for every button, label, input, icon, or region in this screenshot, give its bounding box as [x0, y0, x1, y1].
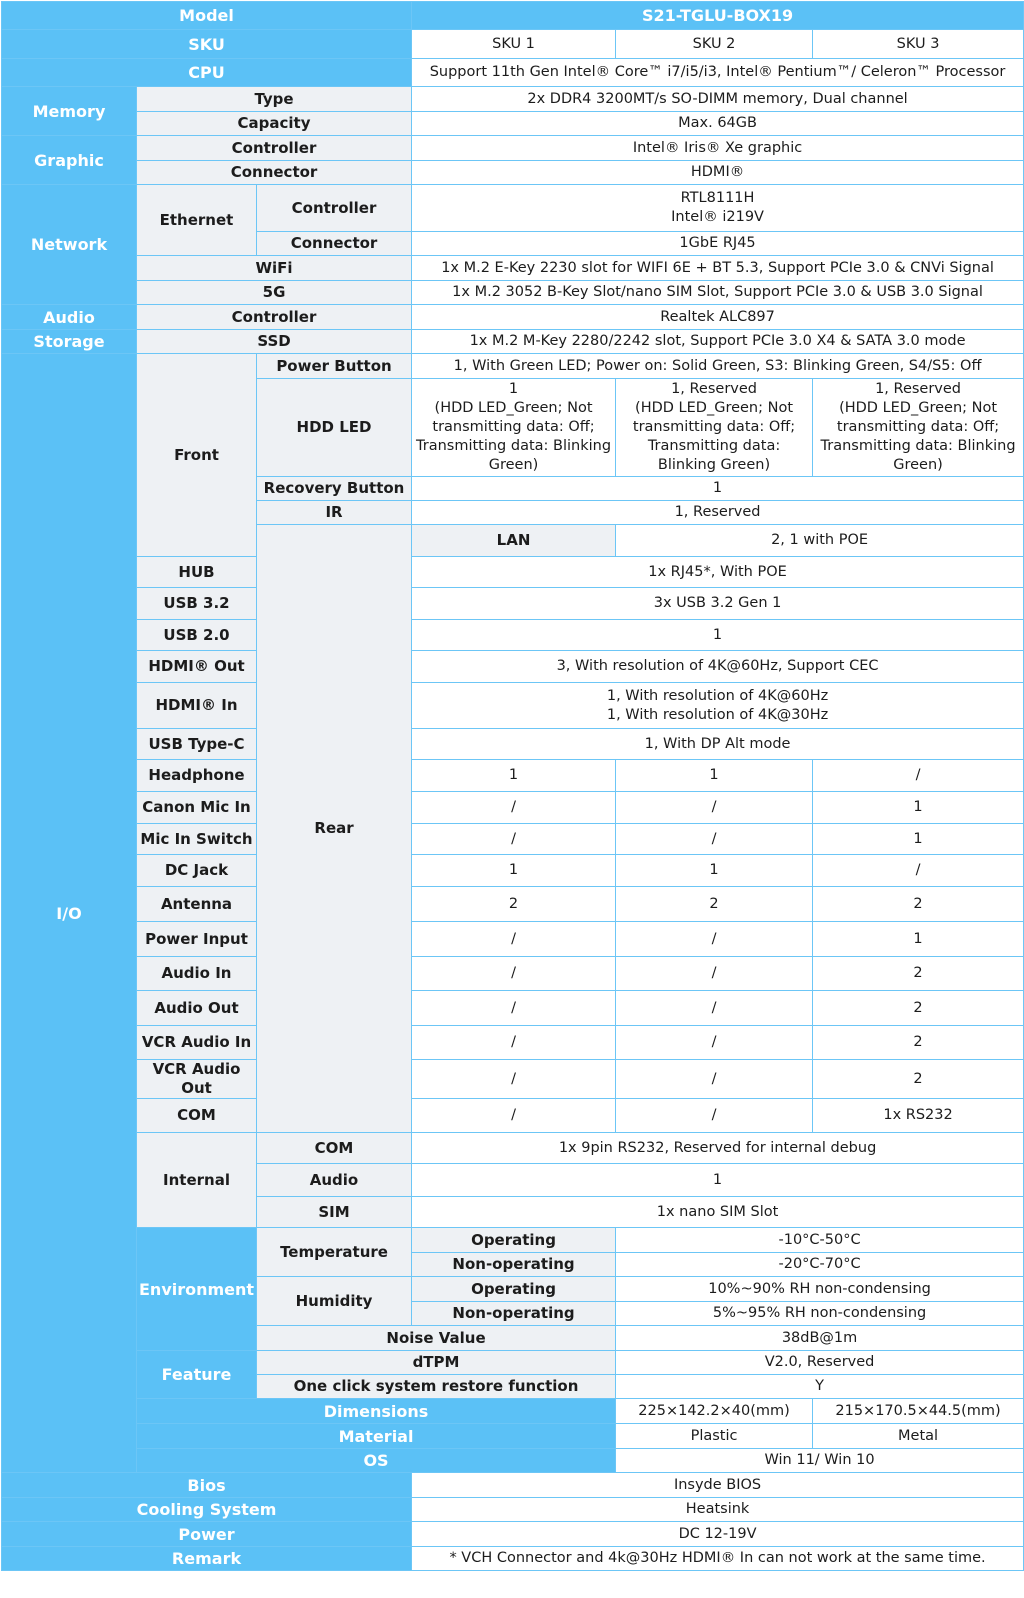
ethernet-connector-value: 1GbE RJ45: [412, 232, 1024, 256]
rear-dc-jack-sku-2: 1: [616, 855, 813, 887]
audio-label: Audio: [2, 305, 137, 330]
internal-com-label: COM: [257, 1133, 412, 1164]
rear-headphone-label: Headphone: [137, 760, 257, 792]
feature-label: Feature: [137, 1351, 257, 1399]
rear-antenna-sku-3: 2: [813, 887, 1024, 922]
power-label: Power: [2, 1522, 412, 1547]
rear-com-sku-1: /: [412, 1099, 616, 1133]
material-sku-2: Metal: [813, 1424, 1024, 1449]
rear-vcr-audio-out-label: VCR Audio Out: [137, 1060, 257, 1099]
rear-mic-in-switch-sku-3: 1: [813, 824, 1024, 855]
hum-non-operating-label: Non-operating: [412, 1302, 616, 1326]
rear-canon-mic-in-sku-2: /: [616, 792, 813, 824]
usb-type-c-label: USB Type-C: [137, 729, 257, 760]
hdd-led-sku-2: 1, Reserved (HDD LED_Green; Not transmitting data: Off; Transmitting data: Blinking Green): [616, 379, 813, 477]
memory-label: Memory: [2, 87, 137, 136]
remark-label: Remark: [2, 1547, 412, 1571]
sku-1-header: SKU 1: [412, 30, 616, 59]
rear-audio-in-sku-2: /: [616, 957, 813, 991]
rear-vcr-audio-out-sku-1: /: [412, 1060, 616, 1099]
remark-value: * VCH Connector and 4k@30Hz HDMI® In can not work at the same time.: [412, 1547, 1024, 1571]
ethernet-controller-label: Controller: [257, 185, 412, 232]
power-button-value: 1, With Green LED; Power on: Solid Green, S3: Blinking Green, S4/S5: Off: [412, 354, 1024, 379]
rear-power-input-sku-1: /: [412, 922, 616, 957]
os-value: Win 11/ Win 10: [616, 1449, 1024, 1473]
dimensions-sku-2: 215×170.5×44.5(mm): [813, 1399, 1024, 1424]
rear-vcr-audio-out-sku-2: /: [616, 1060, 813, 1099]
sku-label: SKU: [2, 30, 412, 59]
dtpm-value: V2.0, Reserved: [616, 1351, 1024, 1375]
hdd-led-label: HDD LED: [257, 379, 412, 477]
dimensions-sku-1: 225×142.2×40(mm): [616, 1399, 813, 1424]
rear-com-label: COM: [137, 1099, 257, 1133]
wifi-label: WiFi: [137, 256, 412, 281]
rear-power-input-sku-3: 1: [813, 922, 1024, 957]
rear-vcr-audio-in-sku-2: /: [616, 1026, 813, 1060]
humidity-label: Humidity: [257, 1277, 412, 1326]
rear-audio-in-label: Audio In: [137, 957, 257, 991]
graphic-connector-label: Connector: [137, 161, 412, 185]
hdmi-out-value: 3, With resolution of 4K@60Hz, Support CEC: [412, 651, 1024, 683]
cooling-system-label: Cooling System: [2, 1498, 412, 1522]
dimensions-label: Dimensions: [137, 1399, 616, 1424]
noise-value: 38dB@1m: [616, 1326, 1024, 1351]
cpu-value: Support 11th Gen Intel® Core™ i7/i5/i3, Intel® Pentium™/ Celeron™ Processor: [412, 59, 1024, 87]
rear-audio-in-sku-3: 2: [813, 957, 1024, 991]
5g-label: 5G: [137, 281, 412, 305]
audio-controller-value: Realtek ALC897: [412, 305, 1024, 330]
restore-label: One click system restore function: [257, 1375, 616, 1399]
ethernet-label: Ethernet: [137, 185, 257, 256]
usb-type-c-value: 1, With DP Alt mode: [412, 729, 1024, 760]
ssd-label: SSD: [137, 330, 412, 354]
rear-headphone-sku-3: /: [813, 760, 1024, 792]
rear-headphone-sku-1: 1: [412, 760, 616, 792]
rear-vcr-audio-in-sku-3: 2: [813, 1026, 1024, 1060]
sku-3-header: SKU 3: [813, 30, 1024, 59]
rear-canon-mic-in-sku-3: 1: [813, 792, 1024, 824]
lan-label: LAN: [412, 525, 616, 557]
rear-power-input-sku-2: /: [616, 922, 813, 957]
model-value: S21-TGLU-BOX19: [412, 2, 1024, 30]
ethernet-controller-value: RTL8111H Intel® i219V: [412, 185, 1024, 232]
usb32-label: USB 3.2: [137, 588, 257, 620]
temperature-label: Temperature: [257, 1228, 412, 1277]
hdd-led-sku-3: 1, Reserved (HDD LED_Green; Not transmitting data: Off; Transmitting data: Blinking Green): [813, 379, 1024, 477]
material-sku-1: Plastic: [616, 1424, 813, 1449]
rear-antenna-label: Antenna: [137, 887, 257, 922]
rear-vcr-audio-in-sku-1: /: [412, 1026, 616, 1060]
environment-label: Environment: [137, 1228, 257, 1351]
hub-value: 1x RJ45*, With POE: [412, 557, 1024, 588]
rear-dc-jack-sku-3: /: [813, 855, 1024, 887]
rear-antenna-sku-2: 2: [616, 887, 813, 922]
memory-type-label: Type: [137, 87, 412, 112]
rear-headphone-sku-2: 1: [616, 760, 813, 792]
hdmi-in-value: 1, With resolution of 4K@60Hz 1, With resolution of 4K@30Hz: [412, 683, 1024, 729]
rear-audio-out-sku-3: 2: [813, 991, 1024, 1026]
internal-audio-value: 1: [412, 1164, 1024, 1197]
rear-canon-mic-in-sku-1: /: [412, 792, 616, 824]
hdmi-out-label: HDMI® Out: [137, 651, 257, 683]
ir-label: IR: [257, 501, 412, 525]
cooling-system-value: Heatsink: [412, 1498, 1024, 1522]
memory-capacity-label: Capacity: [137, 112, 412, 136]
storage-label: Storage: [2, 330, 137, 354]
recovery-button-label: Recovery Button: [257, 477, 412, 501]
graphic-connector-value: HDMI®: [412, 161, 1024, 185]
rear-antenna-sku-1: 2: [412, 887, 616, 922]
rear-canon-mic-in-label: Canon Mic In: [137, 792, 257, 824]
temp-operating-label: Operating: [412, 1228, 616, 1253]
rear-com-sku-3: 1x RS232: [813, 1099, 1024, 1133]
usb20-value: 1: [412, 620, 1024, 651]
internal-audio-label: Audio: [257, 1164, 412, 1197]
rear-mic-in-switch-sku-2: /: [616, 824, 813, 855]
rear-mic-in-switch-sku-1: /: [412, 824, 616, 855]
material-label: Material: [137, 1424, 616, 1449]
memory-type-value: 2x DDR4 3200MT/s SO-DIMM memory, Dual channel: [412, 87, 1024, 112]
cpu-label: CPU: [2, 59, 412, 87]
hum-non-operating-value: 5%~95% RH non-condensing: [616, 1302, 1024, 1326]
hdmi-in-label: HDMI® In: [137, 683, 257, 729]
wifi-value: 1x M.2 E-Key 2230 slot for WIFI 6E + BT 5.3, Support PCIe 3.0 & CNVi Signal: [412, 256, 1024, 281]
rear-audio-out-label: Audio Out: [137, 991, 257, 1026]
hum-operating-label: Operating: [412, 1277, 616, 1302]
rear-com-sku-2: /: [616, 1099, 813, 1133]
ir-value: 1, Reserved: [412, 501, 1024, 525]
hub-label: HUB: [137, 557, 257, 588]
graphic-controller-value: Intel® Iris® Xe graphic: [412, 136, 1024, 161]
network-label: Network: [2, 185, 137, 305]
internal-sim-value: 1x nano SIM Slot: [412, 1197, 1024, 1228]
restore-value: Y: [616, 1375, 1024, 1399]
io-label: I/O: [2, 354, 137, 1473]
bios-label: Bios: [2, 1473, 412, 1498]
memory-capacity-value: Max. 64GB: [412, 112, 1024, 136]
rear-vcr-audio-in-label: VCR Audio In: [137, 1026, 257, 1060]
rear-audio-out-sku-1: /: [412, 991, 616, 1026]
5g-value: 1x M.2 3052 B-Key Slot/nano SIM Slot, Support PCIe 3.0 & USB 3.0 Signal: [412, 281, 1024, 305]
sku-2-header: SKU 2: [616, 30, 813, 59]
power-value: DC 12-19V: [412, 1522, 1024, 1547]
recovery-button-value: 1: [412, 477, 1024, 501]
temp-non-operating-value: -20°C-70°C: [616, 1253, 1024, 1277]
rear-mic-in-switch-label: Mic In Switch: [137, 824, 257, 855]
rear-label: Rear: [257, 525, 412, 1133]
rear-vcr-audio-out-sku-3: 2: [813, 1060, 1024, 1099]
dtpm-label: dTPM: [257, 1351, 616, 1375]
internal-com-value: 1x 9pin RS232, Reserved for internal debug: [412, 1133, 1024, 1164]
spec-table: [1, 1, 1024, 1571]
rear-dc-jack-label: DC Jack: [137, 855, 257, 887]
usb32-value: 3x USB 3.2 Gen 1: [412, 588, 1024, 620]
power-button-label: Power Button: [257, 354, 412, 379]
hum-operating-value: 10%~90% RH non-condensing: [616, 1277, 1024, 1302]
internal-sim-label: SIM: [257, 1197, 412, 1228]
rear-audio-in-sku-1: /: [412, 957, 616, 991]
ssd-value: 1x M.2 M-Key 2280/2242 slot, Support PCIe 3.0 X4 & SATA 3.0 mode: [412, 330, 1024, 354]
hdd-led-sku-1: 1 (HDD LED_Green; Not transmitting data: Off; Transmitting data: Blinking Green): [412, 379, 616, 477]
ethernet-connector-label: Connector: [257, 232, 412, 256]
internal-label: Internal: [137, 1133, 257, 1228]
lan-value: 2, 1 with POE: [616, 525, 1024, 557]
rear-audio-out-sku-2: /: [616, 991, 813, 1026]
temp-operating-value: -10°C-50°C: [616, 1228, 1024, 1253]
bios-value: Insyde BIOS: [412, 1473, 1024, 1498]
noise-label: Noise Value: [257, 1326, 616, 1351]
usb20-label: USB 2.0: [137, 620, 257, 651]
model-label: Model: [2, 2, 412, 30]
rear-power-input-label: Power Input: [137, 922, 257, 957]
temp-non-operating-label: Non-operating: [412, 1253, 616, 1277]
os-label: OS: [137, 1449, 616, 1473]
rear-dc-jack-sku-1: 1: [412, 855, 616, 887]
graphic-label: Graphic: [2, 136, 137, 185]
front-label: Front: [137, 354, 257, 557]
audio-controller-label: Controller: [137, 305, 412, 330]
graphic-controller-label: Controller: [137, 136, 412, 161]
